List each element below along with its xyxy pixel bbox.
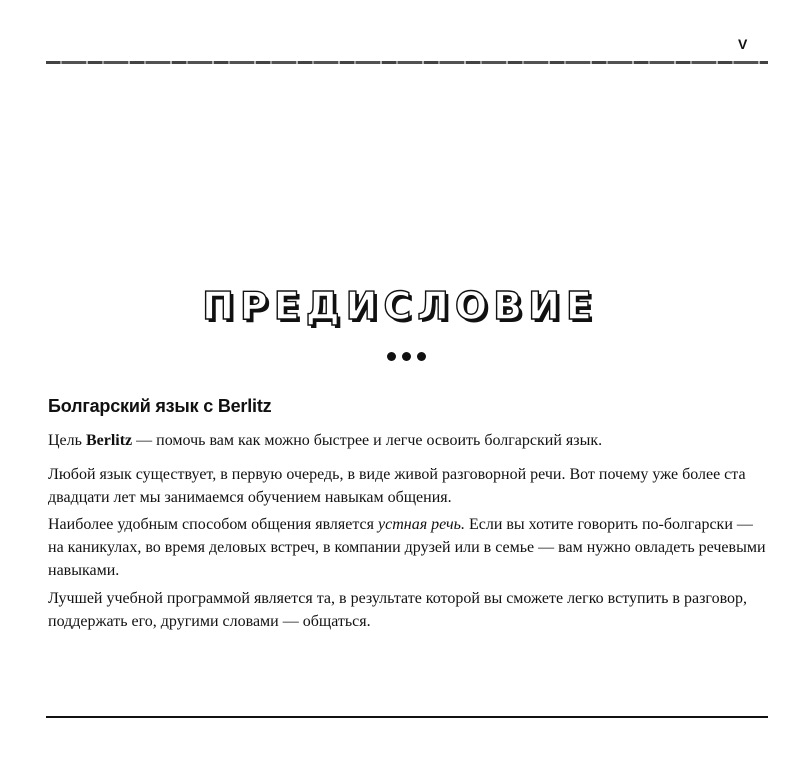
page-number: V [738,36,748,52]
paragraph-3-before: Наиболее удобным способом общения является [48,516,379,533]
chapter-title: ПРЕДИСЛОВИЕ [202,284,598,328]
paragraph-4: Лучшей учебной программой является та, в результате которой вы сможете легко вступить в разговор, поддержать его, другими словами — общаться. [48,590,748,630]
paragraph-3-italic: устная речь. [378,516,465,533]
ornament-dot [387,352,396,361]
paragraph-2: Любой язык существует, в первую очередь, в виде живой разговорной речи. Вот почему уже более ста двадцати лет мы занимаемся обучением навыкам общения. [48,466,746,506]
paragraph-1 [48,429,768,452]
ornament-dot [402,352,411,361]
paragraph-3 [48,513,768,582]
paragraph-1-before: Цель [48,432,86,449]
paragraph-1-bold: Berlitz [85,432,133,449]
header-rule [46,61,768,64]
ornament-dot [417,352,426,361]
paragraph-1-after: — помочь вам как можно быстрее и легче освоить болгарский язык. [132,432,603,449]
section-heading: Болгарский язык с Berlitz [48,396,272,416]
footer-rule [46,716,768,718]
paragraph-3-after: Если вы хотите говорить по-болгарски — на каникулах, во время деловых встреч, в компании друзей или в семье — вам нужно овладеть речевыми навыками. [48,516,766,579]
title-ornament-dots [387,352,426,361]
